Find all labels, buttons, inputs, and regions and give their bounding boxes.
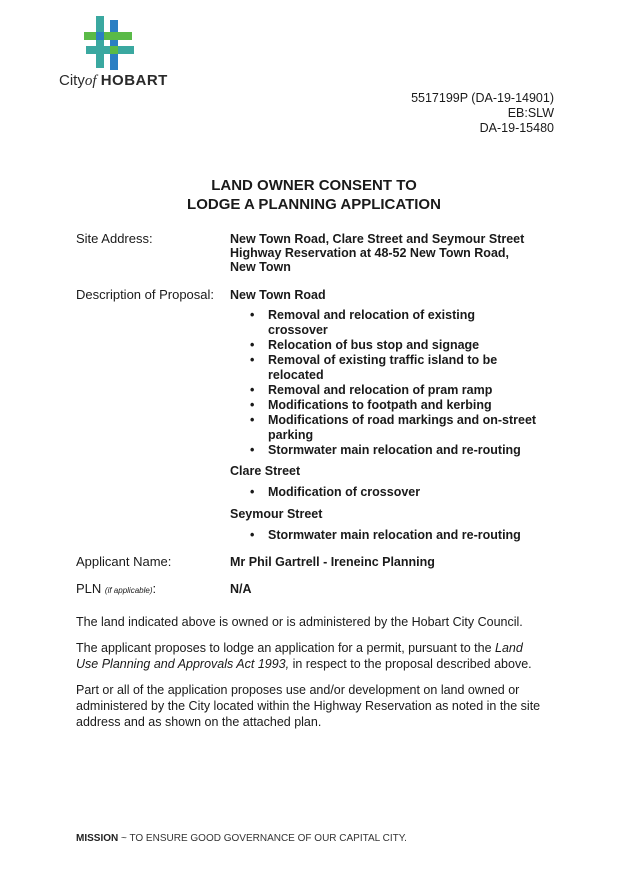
list-item: • Modifications to footpath and kerbing bbox=[248, 398, 538, 413]
mission-text: ~ TO ENSURE GOOD GOVERNANCE OF OUR CAPITAL CITY. bbox=[118, 833, 407, 844]
new-town-road-list bbox=[248, 308, 538, 458]
site-address-line: Highway Reservation at 48-52 New Town Road, bbox=[230, 246, 510, 260]
mission-label: MISSION bbox=[76, 833, 119, 844]
logo-city: City bbox=[59, 72, 85, 89]
list-item: • Modification of crossover bbox=[248, 485, 538, 500]
site-address-line: New Town bbox=[230, 260, 291, 274]
list-item: • Stormwater main relocation and re-routing bbox=[248, 528, 538, 543]
paragraph-text: The applicant proposes to lodge an application for a permit, pursuant to the bbox=[76, 641, 496, 655]
reference-da: DA-19-15480 bbox=[479, 121, 554, 135]
site-address-label: Site Address: bbox=[76, 231, 153, 246]
applicant-value: Mr Phil Gartrell - Ireneinc Planning bbox=[230, 555, 435, 569]
page-title-line-1: LAND OWNER CONSENT TO bbox=[211, 177, 417, 194]
clare-street-list bbox=[248, 485, 538, 500]
section-heading-new-town-road: New Town Road bbox=[230, 288, 326, 302]
description-label: Description of Proposal: bbox=[76, 287, 215, 302]
list-item: • Modifications of road markings and on-street parking bbox=[248, 413, 538, 443]
pln-note: (if applicable) bbox=[104, 586, 153, 595]
logo-of: of bbox=[84, 73, 97, 89]
paragraph-ownership: The land indicated above is owned or is administered by the Hobart City Council. bbox=[76, 615, 523, 629]
list-item: • Relocation of bus stop and signage bbox=[248, 338, 538, 353]
list-item: • Removal and relocation of existing crossover bbox=[248, 308, 538, 338]
section-heading-seymour-street: Seymour Street bbox=[230, 507, 323, 521]
paragraph-application bbox=[76, 640, 546, 672]
applicant-label: Applicant Name: bbox=[76, 554, 172, 569]
act-title: Land Use Planning and Approvals Act 1993, bbox=[76, 641, 523, 671]
section-heading-clare-street: Clare Street bbox=[230, 464, 301, 478]
reference-initials: EB:SLW bbox=[507, 106, 554, 120]
pln-colon: : bbox=[152, 581, 157, 596]
seymour-street-list bbox=[248, 528, 538, 543]
page-title-line-2: LODGE A PLANNING APPLICATION bbox=[187, 196, 441, 213]
site-address-line: New Town Road, Clare Street and Seymour Street bbox=[230, 232, 525, 246]
logo-hobart: HOBART bbox=[100, 72, 168, 89]
pln-label-text: PLN bbox=[76, 581, 102, 596]
logo-wordmark bbox=[59, 72, 168, 90]
list-item: • Removal of existing traffic island to be relocated bbox=[248, 353, 538, 383]
list-item: • Removal and relocation of pram ramp bbox=[248, 383, 538, 398]
pln-label bbox=[76, 581, 156, 596]
paragraph-text: in respect to the proposal described above. bbox=[289, 657, 532, 671]
pln-value: N/A bbox=[230, 582, 252, 596]
reference-number: 5517199P (DA-19-14901) bbox=[411, 91, 554, 105]
list-item: • Stormwater main relocation and re-routing bbox=[248, 443, 538, 458]
paragraph-highway-reservation: Part or all of the application proposes use and/or development on land owned or administered by the City located within the Highway Reservation as noted in the site address and as shown on the attached plan. bbox=[76, 683, 541, 729]
mission-footer bbox=[76, 833, 407, 844]
